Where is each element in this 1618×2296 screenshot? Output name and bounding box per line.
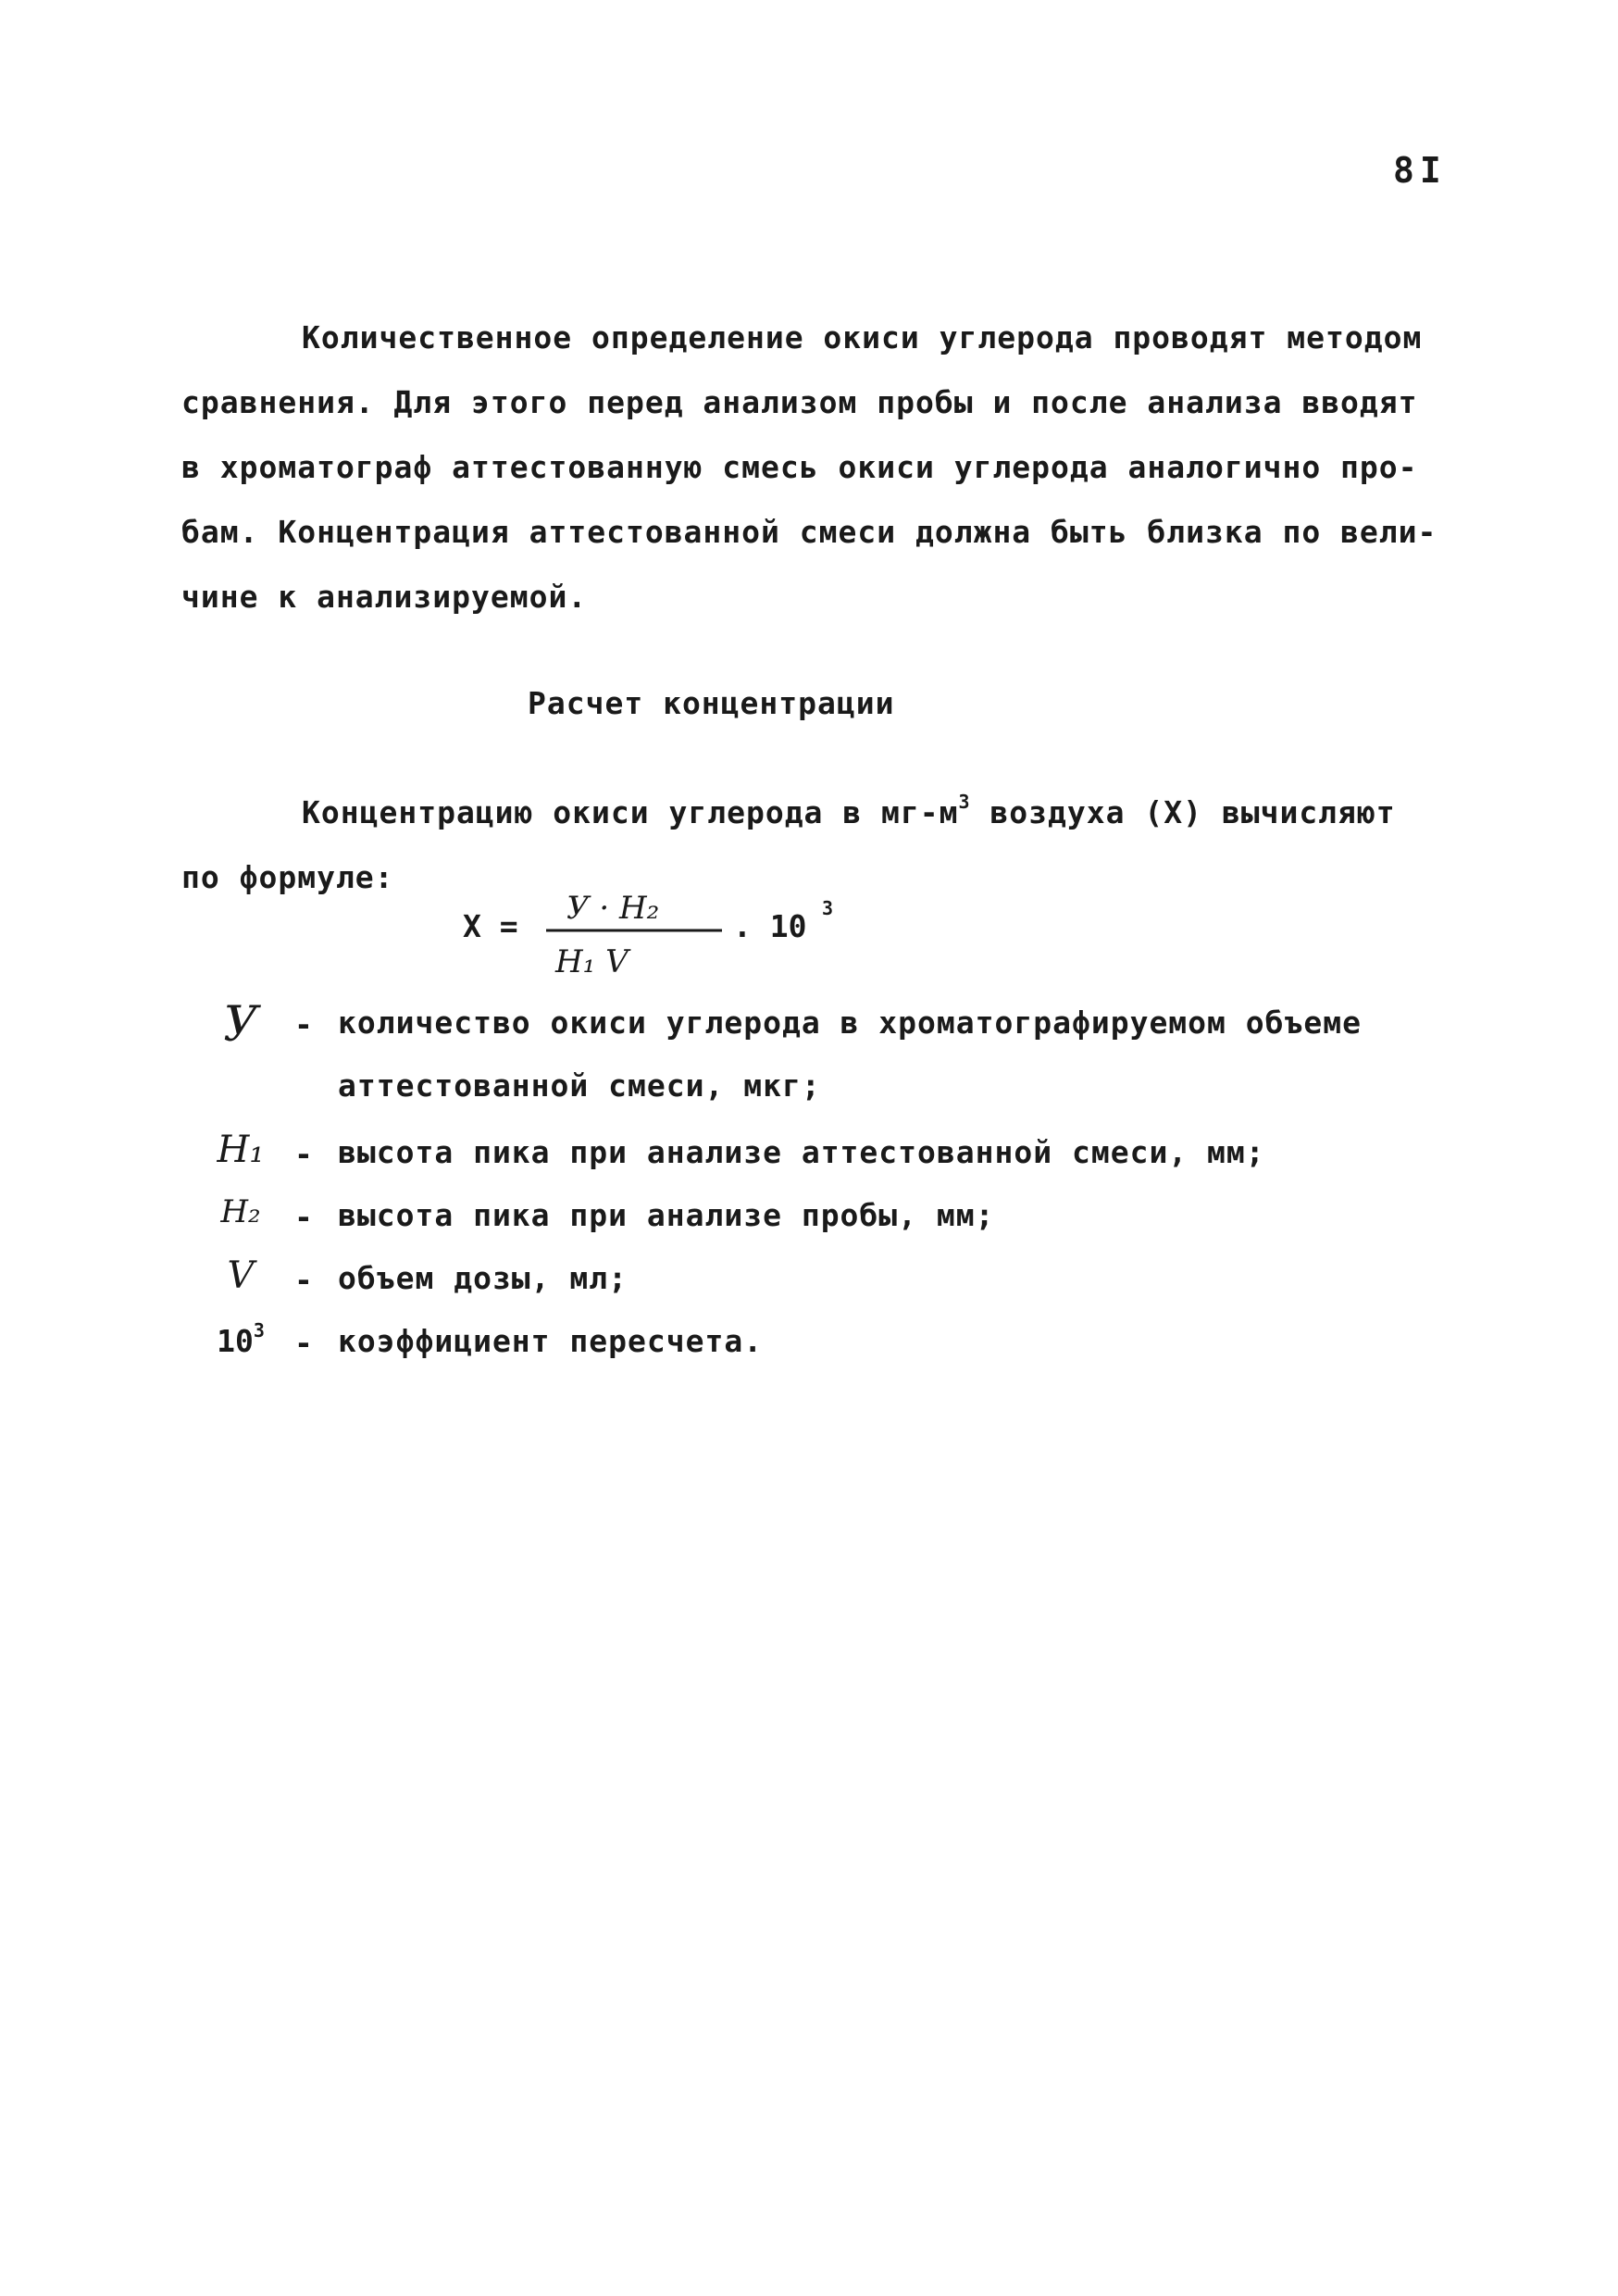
- definition-text: [338, 992, 1362, 1117]
- symbol-base: 10: [217, 1323, 254, 1359]
- paragraph-line: чине к анализируемой.: [181, 579, 588, 615]
- definition-line: коэффициент пересчета.: [338, 1323, 764, 1359]
- symbol-h1: H₁: [217, 1129, 265, 1171]
- definition-dash: -: [294, 1006, 313, 1042]
- definition-line: объем дозы, мл;: [338, 1260, 629, 1296]
- section-heading: Расчет концентрации: [528, 685, 895, 721]
- page-number: 8I: [1393, 150, 1447, 191]
- definition-text: [338, 1247, 628, 1310]
- definition-dash: -: [294, 1136, 313, 1172]
- symbol-ten-cubed: [194, 1319, 287, 1359]
- definition-dash: -: [294, 1262, 313, 1298]
- intro-line: по формуле:: [181, 859, 394, 895]
- definition-text: [338, 1310, 763, 1373]
- paragraph-line: сравнения. Для этого перед анализом пробы и после анализа вводят: [181, 384, 1418, 420]
- formula-svg: [463, 880, 889, 991]
- intro-line: [181, 773, 1459, 845]
- definition-line: количество окиси углерода в хроматографируемом объеме: [338, 1004, 1362, 1041]
- intro-exponent: 3: [958, 791, 971, 813]
- paragraph-line: Количественное определение окиси углерода проводят методом: [302, 319, 1423, 356]
- definition-item: [194, 1319, 1490, 1388]
- formula-numerator: У · H₂: [566, 890, 660, 927]
- intro-text: воздуха (Х) вычисляют: [970, 794, 1396, 830]
- definition-dash: -: [294, 1199, 313, 1235]
- formula: [463, 880, 889, 991]
- formula-factor-exponent: 3: [822, 897, 834, 919]
- intro-text: Концентрацию окиси углерода в мг-м: [302, 794, 959, 830]
- paragraph-line: в хроматограф аттестованную смесь окиси углерода аналогично про-: [181, 449, 1418, 485]
- definition-dash: -: [294, 1325, 313, 1361]
- formula-denominator: H₁ V: [555, 943, 629, 980]
- definition-text: [338, 1184, 995, 1247]
- formula-factor: . 10: [733, 908, 807, 944]
- definition-line: высота пика при анализе пробы, мм;: [338, 1197, 995, 1233]
- formula-lhs: Х =: [463, 908, 518, 944]
- definition-line: аттестованной смеси, мкг;: [338, 1067, 821, 1104]
- body-paragraph: [181, 306, 1459, 630]
- symbol-h2: H₂: [220, 1193, 261, 1230]
- definition-line: высота пика при анализе аттестованной смеси, мм;: [338, 1134, 1265, 1170]
- paragraph-line: бам. Концентрация аттестованной смеси должна быть близка по вели-: [181, 514, 1438, 550]
- definition-text: [338, 1121, 1265, 1184]
- symbol-y: У: [223, 997, 258, 1053]
- symbol-v: V: [227, 1254, 255, 1297]
- symbol-exponent: 3: [253, 1319, 265, 1341]
- definition-item: [194, 997, 1490, 1104]
